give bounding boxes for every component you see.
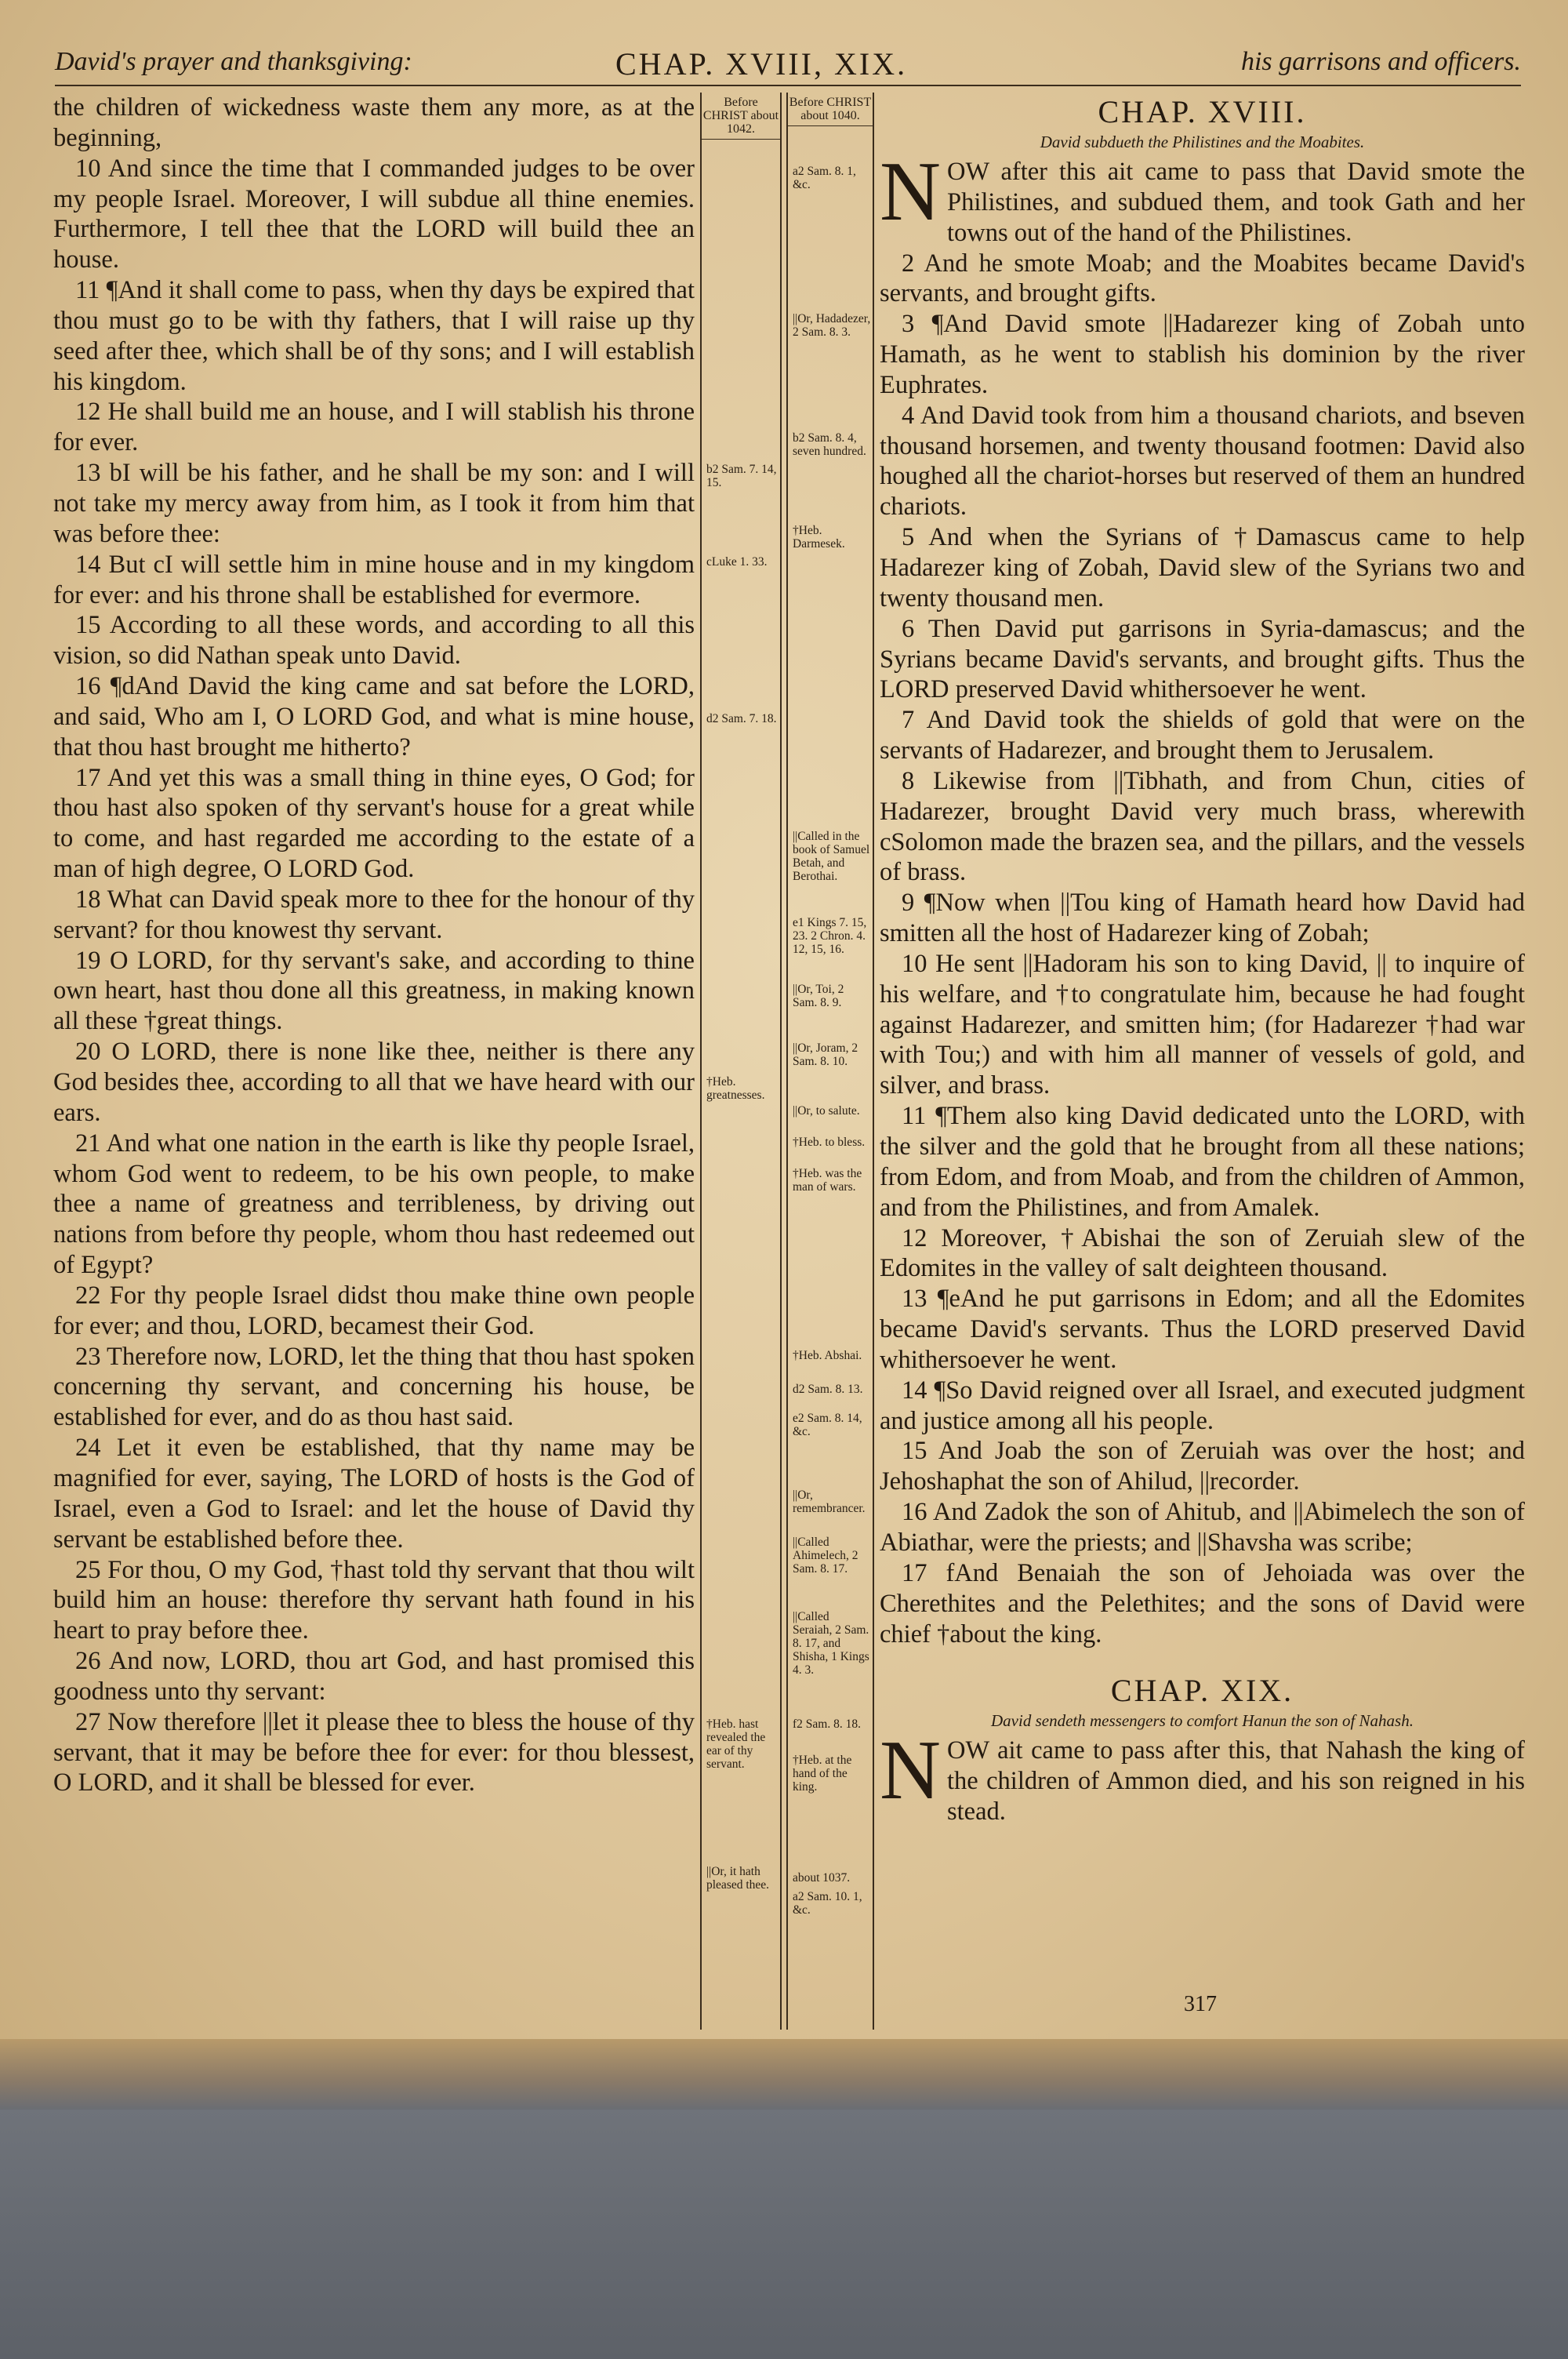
- verse: [880, 401, 1525, 522]
- margin-notes-right: [786, 93, 874, 2030]
- margin-note: d2 Sam. 7. 18.: [706, 712, 777, 725]
- verse-text: 17 And yet this was a small thing in thine eyes, O God; for thou hast also spoken of thy servant's house for a great while to come, and hast regarded me according to the estate of a man of high degree, O LORD God.: [53, 763, 695, 884]
- verse: [53, 275, 695, 397]
- verse: [53, 610, 695, 671]
- verse-text: 8 Likewise from ||Tibhath, and from Chun, cities of Hadarezer, brought David very much brass, wherewith cSolomon made the brazen sea, and the pillars, and the vessels of brass.: [880, 766, 1525, 887]
- background-surface: [0, 2110, 1568, 2359]
- verse: [53, 885, 695, 946]
- page-number: 317: [1184, 1992, 1217, 2016]
- margin-note: ||Or, it hath pleased thee.: [706, 1865, 770, 1892]
- chapter-19-title: CHAP. XIX.: [1110, 1673, 1294, 1709]
- verse-text: 10 And since the time that I commanded judges to be over my people Israel. Moreover, I will subdue all thine enemies. Furthermore, I tell thee that the LORD will build thee an house.: [53, 154, 695, 274]
- page-edge: [0, 2039, 1568, 2110]
- verse-text: 12 He shall build me an house, and I will stablish his throne for ever.: [53, 398, 695, 457]
- verse: [880, 766, 1525, 888]
- verse-text: 16 ¶dAnd David the king came and sat before the LORD, and said, Who am I, O LORD God, and what is mine house, that thou hast brought me hitherto?: [53, 672, 695, 761]
- verse: [880, 614, 1525, 706]
- margin-note: e1 Kings 7. 15, 23. 2 Chron. 4. 12, 15, 16.: [793, 916, 867, 956]
- verse-text: 5 And when the Syrians of †Damascus came to help Hadarezer king of Zobah, David slew of the Syrians two and twenty thousand men.: [880, 523, 1525, 612]
- margin-left-head: Before CHRIST about 1042.: [702, 93, 780, 140]
- verse: [53, 397, 695, 458]
- verse-text: OW after this ait came to pass that David smote the Philistines, and subdued them, and took Gath and her towns out of the hand of the Philistines.: [947, 158, 1525, 247]
- verse-text: 13 ¶eAnd he put garrisons in Edom; and all the Edomites became David's servants. Thus the LORD preserved David whithersoever he went.: [880, 1285, 1525, 1374]
- verse: [880, 1558, 1525, 1650]
- margin-note: ||Called Seraiah, 2 Sam. 8. 17, and Shisha, 1 Kings 4. 3.: [793, 1610, 869, 1677]
- verse: [53, 671, 695, 763]
- verse: [880, 1376, 1525, 1437]
- header-right: his garrisons and officers.: [1240, 47, 1521, 76]
- margin-note: †Heb. Darmesek.: [793, 524, 845, 551]
- verse: [880, 522, 1525, 614]
- verse-text: 22 For thy people Israel didst thou make thine own people for ever; and thou, LORD, becamest their God.: [53, 1281, 695, 1340]
- verse: [53, 1433, 695, 1554]
- chapter-18-summary: David subdueth the Philistines and the Moabites.: [1040, 133, 1365, 151]
- verse: [53, 1129, 695, 1281]
- margin-note: ||Called Ahimelech, 2 Sam. 8. 17.: [793, 1536, 858, 1576]
- verse: [53, 946, 695, 1038]
- verse: [880, 249, 1525, 310]
- verse-text: 11 ¶And it shall come to pass, when thy days be expired that thou must go to be with thy fathers, that I will raise up thy seed after thee, which shall be of thy sons; and I will establish his kingdom.: [53, 276, 695, 396]
- verse-text: 19 O LORD, for thy servant's sake, and according to thine own heart, hast thou done all this greatness, in making known all these †great things.: [53, 946, 695, 1036]
- chapter-18-text: [880, 145, 1525, 1649]
- margin-note: a2 Sam. 10. 1, &c.: [793, 1890, 862, 1917]
- verse: [880, 705, 1525, 766]
- verse: [880, 1436, 1525, 1497]
- margin-note: b2 Sam. 8. 4, seven hundred.: [793, 431, 866, 458]
- drop-cap: N: [880, 145, 941, 238]
- chapter-18-title: CHAP. XVIII.: [1098, 94, 1307, 129]
- margin-note: ||Or, remembrancer.: [793, 1488, 866, 1515]
- verse: [53, 1342, 695, 1434]
- verse-text: 21 And what one nation in the earth is like thy people Israel, whom God went to redeem, to be his own people, to make thee a name of greatness and terribleness, by driving out nations from before thy people, whom thou hast redeemed out of Egypt?: [53, 1129, 695, 1280]
- verse-text: 17 fAnd Benaiah the son of Jehoiada was over the Cherethites and the Pelethites; and the sons of David were chief †about the king.: [880, 1558, 1525, 1648]
- verse: [880, 1497, 1525, 1558]
- verse: [53, 1707, 695, 1799]
- drop-cap: N: [880, 1724, 941, 1818]
- verse: [53, 93, 695, 154]
- margin-note: e2 Sam. 8. 14, &c.: [793, 1412, 862, 1438]
- verse-text: 10 He sent ||Hadoram his son to king David, || to inquire of his welfare, and †to congratulate him, because he had fought against Hadarezer, and smitten him; (for Hadarezer †had war with Tou;) and with him all manner of vessels of gold, and silver, and brass.: [880, 949, 1525, 1100]
- verse: [53, 1037, 695, 1129]
- verse-text: 7 And David took the shields of gold that were on the servants of Hadarezer, and brought them to Jerusalem.: [880, 706, 1525, 765]
- verse: [880, 1101, 1525, 1223]
- verse: [53, 458, 695, 550]
- verse-text: 26 And now, LORD, thou art God, and hast promised this goodness unto thy servant:: [53, 1647, 695, 1706]
- verse: [880, 888, 1525, 949]
- margin-note: ||Or, Hadadezer, 2 Sam. 8. 3.: [793, 312, 871, 339]
- verse-text: 13 bI will be his father, and he shall be my son: and I will not take my mercy away from him, as I took it from him that was before thee:: [53, 459, 695, 548]
- margin-note: †Heb. greatnesses.: [706, 1075, 765, 1102]
- running-header: [55, 45, 1521, 86]
- verse-text: 9 ¶Now when ||Tou king of Hamath heard how David had smitten all the host of Hadarezer king of Zobah;: [880, 889, 1525, 948]
- header-left: David's prayer and thanksgiving:: [55, 47, 412, 76]
- verse: [53, 1281, 695, 1342]
- verse-text: the children of wickedness waste them any more, as at the beginning,: [53, 93, 695, 152]
- margin-note: †Heb. was the man of wars.: [793, 1167, 862, 1194]
- verse-text: 15 And Joab the son of Zeruiah was over the host; and Jehoshaphat the son of Ahilud, ||recorder.: [880, 1437, 1525, 1496]
- margin-note: ||Or, Toi, 2 Sam. 8. 9.: [793, 983, 844, 1009]
- verse-text: 14 But cI will settle him in mine house and in my kingdom for ever: and his throne shall be established for evermore.: [53, 550, 695, 609]
- margin-note: about 1037.: [793, 1871, 851, 1885]
- verse: [53, 763, 695, 885]
- margin-note: ||Called in the book of Samuel Betah, and Berothai.: [793, 830, 870, 883]
- margin-note: ||Or, to salute.: [793, 1104, 860, 1118]
- margin-note: †Heb. at the hand of the king.: [793, 1754, 852, 1794]
- verse-text: 14 ¶So David reigned over all Israel, and executed judgment and justice among all his people.: [880, 1376, 1525, 1435]
- verse-text: 4 And David took from him a thousand chariots, and bseven thousand horsemen, and twenty thousand footmen: David also houghed all the chariot-horses but reserved of them an hundred chariots.: [880, 401, 1525, 522]
- verse: [880, 1284, 1525, 1376]
- margin-note: f2 Sam. 8. 18.: [793, 1717, 861, 1731]
- verse-text: 23 Therefore now, LORD, let the thing that thou hast spoken concerning thy servant, and concerning his house, be established for ever, and do as thou hast said.: [53, 1342, 695, 1432]
- verse: [53, 550, 695, 611]
- chapter-19-text: [880, 1724, 1525, 1827]
- margin-note: †Heb. to bless.: [793, 1136, 866, 1149]
- margin-note: cLuke 1. 33.: [706, 555, 768, 569]
- verse-text: 27 Now therefore ||let it please thee to bless the house of thy servant, that it may be before thee for ever: for thou blessest, O LORD, and it shall be blessed for ever.: [53, 1707, 695, 1797]
- verse: [880, 145, 1525, 249]
- verse-text: 2 And he smote Moab; and the Moabites became David's servants, and brought gifts.: [880, 249, 1525, 308]
- verse-text: 15 According to all these words, and according to all this vision, so did Nathan speak unto David.: [53, 611, 695, 671]
- margin-note: ||Or, Joram, 2 Sam. 8. 10.: [793, 1041, 858, 1068]
- verse: [53, 1555, 695, 1647]
- verse-text: OW ait came to pass after this, that Nahash the king of the children of Ammon died, and his son reigned in his stead.: [947, 1736, 1525, 1826]
- verse-text: 18 What can David speak more to thee for the honour of thy servant? for thou knowest thy servant.: [53, 885, 695, 944]
- header-center: CHAP. XVIII, XIX.: [615, 46, 908, 82]
- left-text-column: [53, 93, 695, 1798]
- verse: [880, 309, 1525, 401]
- verse: [53, 154, 695, 275]
- verse-text: 20 O LORD, there is none like thee, neither is there any God besides thee, according to all that we have heard with our ears.: [53, 1038, 695, 1127]
- verse: [880, 949, 1525, 1101]
- verse-text: 24 Let it even be established, that thy name may be magnified for ever, saying, The LORD of hosts is the God of Israel, even a God to Israel: and let the house of David thy servant be established before thee.: [53, 1434, 695, 1554]
- margin-note: †Heb. hast revealed the ear of thy servant.: [706, 1717, 766, 1771]
- verse-text: 16 And Zadok the son of Ahitub, and ||Abimelech the son of Abiathar, were the priests; and ||Shavsha was scribe;: [880, 1498, 1525, 1557]
- margin-note: †Heb. Abshai.: [793, 1349, 862, 1362]
- verse: [53, 1646, 695, 1707]
- margin-note: d2 Sam. 8. 13.: [793, 1383, 863, 1396]
- right-text-column: [880, 93, 1525, 1827]
- chapter-19-summary: David sendeth messengers to comfort Hanun the son of Nahash.: [991, 1711, 1414, 1731]
- verse-text: 12 Moreover, †Abishai the son of Zeruiah slew of the Edomites in the valley of salt deighteen thousand.: [880, 1223, 1525, 1283]
- margin-right-head: Before CHRIST about 1040.: [788, 93, 873, 126]
- verse-text: 11 ¶Them also king David dedicated unto the LORD, with the silver and the gold that he brought from all these nations; from Edom, and from Moab, and from the children of Ammon, and from the Philistines, and from Amalek.: [880, 1102, 1525, 1222]
- margin-note: a2 Sam. 8. 1, &c.: [793, 165, 856, 191]
- margin-notes-left: [700, 93, 782, 2030]
- verse: [880, 1724, 1525, 1827]
- verse-text: 25 For thou, O my God, †hast told thy servant that thou wilt build him an house: therefore thy servant hath found in his heart to pray before thee.: [53, 1555, 695, 1645]
- verse-text: 3 ¶And David smote ||Hadarezer king of Zobah unto Hamath, as he went to stablish his dominion by the river Euphrates.: [880, 310, 1525, 399]
- margin-note: b2 Sam. 7. 14, 15.: [706, 463, 777, 489]
- verse: [880, 1223, 1525, 1285]
- verse-text: 6 Then David put garrisons in Syria-damascus; and the Syrians became David's servants, and brought gifts. Thus the LORD preserved David whithersoever he went.: [880, 614, 1525, 704]
